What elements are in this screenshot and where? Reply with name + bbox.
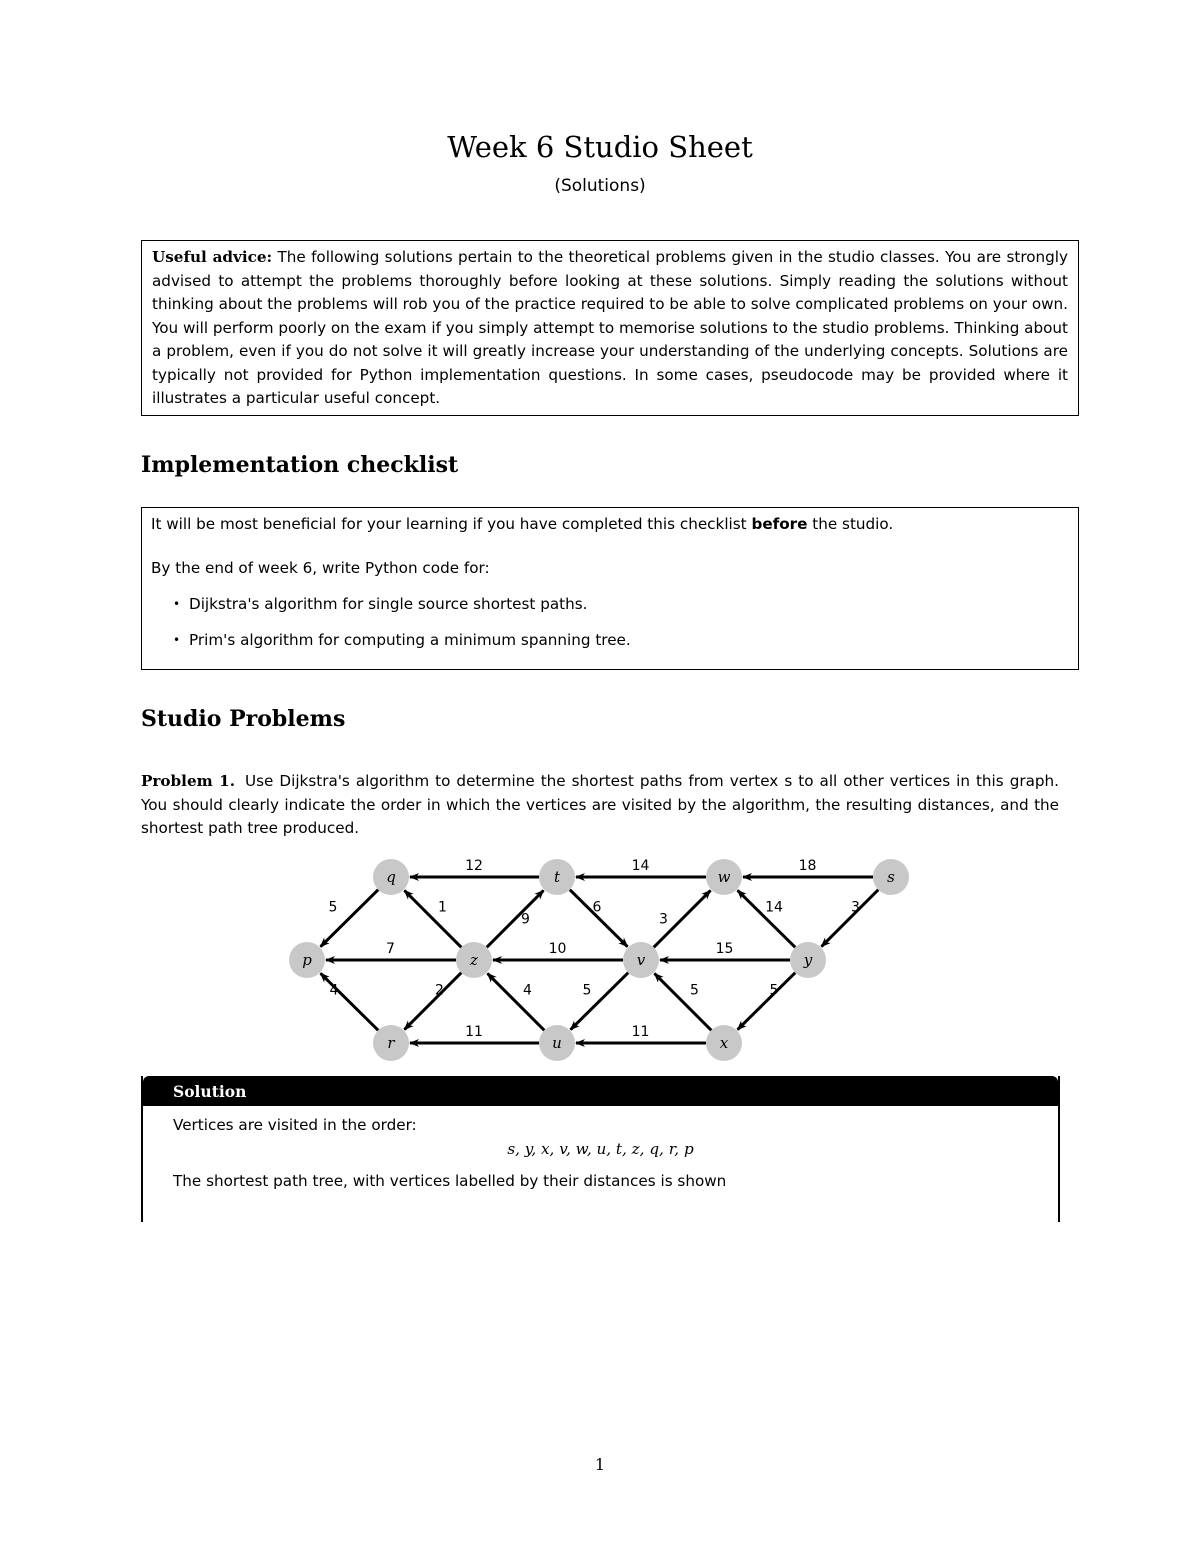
vertex-u (539, 1025, 575, 1061)
edge-weight-x-v: 5 (690, 982, 699, 999)
vertex-label-t: t (553, 868, 561, 886)
edge-weight-z-r: 2 (435, 982, 444, 999)
solution-body (143, 1106, 1058, 1200)
checklist-list (151, 593, 1069, 651)
edge-weight-q-p: 5 (328, 899, 338, 916)
edge-v-u (571, 973, 629, 1030)
edge-weight-z-q: 1 (438, 899, 447, 916)
edge-weight-z-t: 9 (521, 911, 530, 928)
edge-weight-x-u: 11 (631, 1024, 650, 1040)
advice-text: The following solutions pertain to the theoretical problems given in the studio classes. You are strongly advised to attempt the problems thoroughly before looking at these solutions. Simply reading the solutions without thinking about the problems will rob you of the practice required to be able to solve complicated problems on your own. You will perform poorly on the exam if you simply attempt to memorise solutions to the studio problems. Thinking about a problem, even if you do not solve it will greatly increase your understanding of the underlying concepts. Solutions are typically not provided for Python implementation questions. In some cases, pseudocode may be provided where it illustrates a particular useful concept. (152, 248, 1068, 407)
checklist-intro-before: It will be most beneficial for your learning if you have completed this checklist (151, 515, 752, 533)
checklist-intro-after: the studio. (807, 515, 894, 533)
vertex-p (289, 942, 325, 978)
checklist-intro (151, 513, 1069, 535)
studio-problems-heading: Studio Problems (141, 706, 346, 732)
edge-weight-v-w: 3 (659, 911, 668, 928)
vertex-w (706, 859, 742, 895)
vertex-t (539, 859, 575, 895)
solution-line-2: The shortest path tree, with vertices labelled by their distances is shown (173, 1172, 727, 1190)
edge-z-q (404, 890, 461, 947)
edge-t-v (570, 890, 628, 947)
checklist-item: • Prim's algorithm for computing a minimum spanning tree. (189, 629, 1069, 651)
vertex-label-q: q (386, 868, 396, 886)
solution-box (141, 1076, 1060, 1222)
problem-1-text: Use Dijkstra's algorithm to determine the shortest paths from vertex s to all other vertices in this graph. You should clearly indicate the order in which the vertices are visited by the algorithm, the resulting distances, and the shortest path tree produced. (141, 772, 1059, 837)
edge-weight-v-z: 10 (548, 941, 567, 957)
advice-label: Useful advice: (152, 248, 273, 266)
edge-q-p (321, 890, 379, 947)
vertex-label-w: w (717, 868, 731, 886)
edge-weight-t-q: 12 (465, 858, 483, 874)
vertex-v (623, 942, 659, 978)
problem-1-label: Problem 1. (141, 772, 236, 790)
checklist-box (141, 507, 1079, 670)
edge-weight-u-z: 4 (523, 982, 532, 999)
edge-u-z (487, 973, 544, 1030)
edge-weight-y-v: 15 (715, 941, 734, 957)
vertex-label-p: p (302, 951, 312, 969)
vertex-label-v: v (636, 951, 646, 969)
edge-y-x (738, 973, 796, 1030)
edge-weight-y-w: 14 (765, 899, 783, 916)
edge-weight-u-r: 11 (465, 1024, 483, 1040)
edge-weight-w-t: 14 (631, 858, 650, 874)
solution-line-1: Vertices are visited in the order: (173, 1116, 417, 1134)
solution-header: Solution (143, 1076, 1058, 1106)
edge-z-t (487, 890, 544, 947)
checklist-heading: Implementation checklist (141, 452, 459, 478)
edge-s-y (821, 890, 878, 947)
document-subtitle: (Solutions) (554, 176, 646, 196)
vertex-z (456, 942, 492, 978)
vertex-label-r: r (387, 1034, 395, 1052)
checklist-item: • Dijkstra's algorithm for single source shortest paths. (189, 593, 1069, 615)
checklist-lead: By the end of week 6, write Python code for: (151, 559, 490, 577)
vertex-s (873, 859, 909, 895)
solution-visit-order: s, y, x, v, w, u, t, z, q, r, p (507, 1140, 694, 1158)
vertex-y (790, 942, 826, 978)
problem-1 (141, 770, 1059, 841)
edge-x-v (654, 973, 711, 1030)
vertex-q (373, 859, 409, 895)
edge-weight-v-u: 5 (582, 982, 592, 999)
checklist-intro-bold: before (751, 515, 808, 533)
advice-box (141, 240, 1079, 416)
edge-weight-s-y: 3 (851, 899, 860, 916)
vertex-x (706, 1025, 742, 1061)
edge-weight-z-p: 7 (386, 941, 395, 957)
vertex-label-x: x (719, 1034, 729, 1052)
page-number: 1 (594, 1455, 606, 1474)
edge-weight-s-w: 18 (798, 858, 817, 874)
vertex-label-u: u (552, 1034, 562, 1052)
edge-weight-r-p: 4 (329, 982, 339, 999)
vertex-label-z: z (470, 951, 478, 969)
edge-weight-y-x: 5 (769, 982, 779, 999)
vertex-label-s: s (887, 868, 895, 886)
edge-weight-t-v: 6 (592, 899, 602, 916)
graph-diagram (0, 850, 1200, 1070)
vertex-r (373, 1025, 409, 1061)
document-title: Week 6 Studio Sheet (447, 130, 753, 164)
edge-z-r (404, 973, 461, 1030)
vertex-label-y: y (803, 951, 813, 969)
